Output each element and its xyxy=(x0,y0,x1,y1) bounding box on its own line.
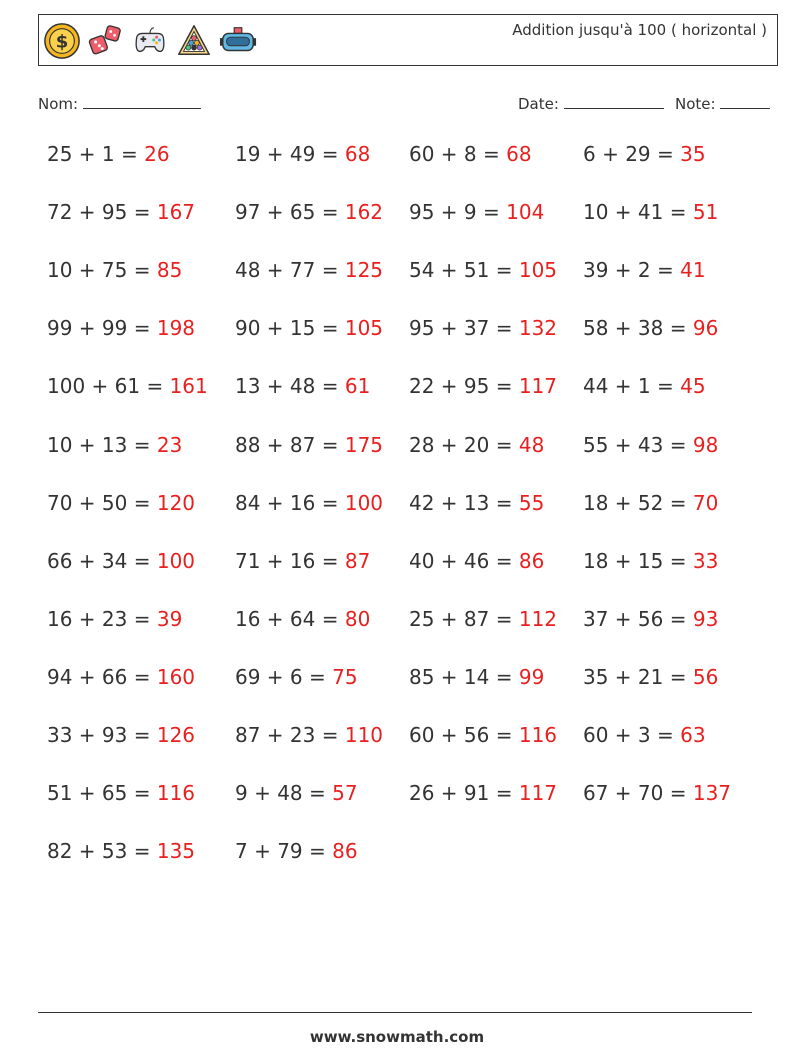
problem-question: 70 + 50 = xyxy=(47,490,157,515)
vr-headset-icon xyxy=(219,22,257,60)
problem-item xyxy=(47,839,195,863)
problem-item xyxy=(235,374,370,398)
problem-item xyxy=(235,433,383,457)
footer-website: www.snowmath.com xyxy=(309,1028,485,1046)
problem-answer: 85 xyxy=(156,258,183,283)
problem-item xyxy=(47,142,170,166)
problem-question: 28 + 20 = xyxy=(409,432,519,457)
problem-question: 44 + 1 = xyxy=(583,374,681,399)
date-label: Date: xyxy=(518,95,559,113)
problem-question: 19 + 49 = xyxy=(235,142,345,166)
problem-answer: 51 xyxy=(692,200,719,225)
problem-question: 26 + 91 = xyxy=(409,781,519,806)
problem-question: 71 + 16 = xyxy=(235,548,345,573)
problem-answer: 104 xyxy=(506,200,545,225)
problem-answer: 48 xyxy=(518,432,545,457)
problem-item xyxy=(47,607,182,631)
svg-text:$: $ xyxy=(55,31,69,53)
problem-item xyxy=(583,607,718,631)
problem-answer: 87 xyxy=(344,548,371,573)
date-line xyxy=(564,94,664,109)
problem-answer: 68 xyxy=(506,142,532,166)
problem-item xyxy=(235,491,383,515)
problem-question: 54 + 51 = xyxy=(409,258,519,283)
problem-item xyxy=(47,374,208,398)
problem-item xyxy=(583,723,706,747)
problem-question: 67 + 70 = xyxy=(583,781,693,806)
problem-question: 9 + 48 = xyxy=(235,781,333,806)
problem-question: 84 + 16 = xyxy=(235,490,345,515)
problem-item xyxy=(409,374,557,398)
problem-item xyxy=(47,781,195,805)
problem-question: 90 + 15 = xyxy=(235,316,345,341)
problem-answer: 93 xyxy=(692,606,719,631)
problem-answer: 63 xyxy=(680,723,706,747)
note-label: Note: xyxy=(675,95,716,113)
problem-item xyxy=(235,549,370,573)
problem-question: 60 + 3 = xyxy=(583,723,681,747)
problem-question: 18 + 52 = xyxy=(583,490,693,515)
worksheet-title: Addition jusqu'à 100 ( horizontal ) xyxy=(512,21,767,39)
problem-answer: 23 xyxy=(156,432,183,457)
problem-answer: 57 xyxy=(332,781,358,806)
problem-item xyxy=(235,200,383,224)
problem-item xyxy=(409,316,557,340)
problem-question: 18 + 15 = xyxy=(583,548,693,573)
problem-question: 25 + 87 = xyxy=(409,606,519,631)
problem-question: 35 + 21 = xyxy=(583,664,693,689)
problem-answer: 70 xyxy=(692,490,719,515)
problem-item xyxy=(47,665,195,689)
problem-answer: 98 xyxy=(692,432,719,457)
problem-item xyxy=(409,665,544,689)
problem-answer: 120 xyxy=(156,490,196,515)
problem-answer: 41 xyxy=(680,258,706,283)
problem-answer: 45 xyxy=(680,374,706,399)
problem-question: 72 + 95 = xyxy=(47,200,157,225)
problem-question: 16 + 64 = xyxy=(235,606,345,631)
problem-item xyxy=(583,142,706,166)
problem-item xyxy=(583,200,718,224)
problem-question: 39 + 2 = xyxy=(583,258,681,283)
problem-question: 10 + 41 = xyxy=(583,200,693,225)
problem-item xyxy=(47,316,195,340)
problem-answer: 39 xyxy=(156,606,183,631)
problem-answer: 55 xyxy=(518,490,545,515)
problem-answer: 110 xyxy=(344,723,384,747)
problem-question: 69 + 6 = xyxy=(235,664,333,689)
problem-question: 55 + 43 = xyxy=(583,432,693,457)
problem-item xyxy=(409,433,544,457)
problem-question: 25 + 1 = xyxy=(47,142,145,166)
problem-question: 10 + 13 = xyxy=(47,432,157,457)
problem-question: 87 + 23 = xyxy=(235,723,345,747)
problem-item xyxy=(47,200,195,224)
worksheet-header xyxy=(38,14,778,66)
problem-answer: 160 xyxy=(156,664,196,689)
problem-answer: 161 xyxy=(169,374,208,399)
problem-answer: 117 xyxy=(518,781,558,806)
problem-item xyxy=(409,549,544,573)
problem-answer: 137 xyxy=(692,781,732,806)
problem-question: 82 + 53 = xyxy=(47,839,157,864)
problem-answer: 126 xyxy=(156,723,196,747)
problem-answer: 116 xyxy=(518,723,558,747)
problem-question: 16 + 23 = xyxy=(47,606,157,631)
problem-question: 95 + 37 = xyxy=(409,316,519,341)
problem-item xyxy=(583,781,731,805)
problem-question: 94 + 66 = xyxy=(47,664,157,689)
name-line xyxy=(83,94,201,109)
problem-item xyxy=(583,374,706,398)
problem-answer: 80 xyxy=(344,606,371,631)
problem-answer: 56 xyxy=(692,664,719,689)
problem-answer: 198 xyxy=(156,316,196,341)
problem-answer: 33 xyxy=(692,548,719,573)
problem-answer: 175 xyxy=(344,432,384,457)
problem-answer: 86 xyxy=(332,839,358,864)
problem-answer: 125 xyxy=(344,258,384,283)
problem-question: 40 + 46 = xyxy=(409,548,519,573)
problem-question: 42 + 13 = xyxy=(409,490,519,515)
problem-question: 60 + 56 = xyxy=(409,723,519,747)
problem-answer: 167 xyxy=(156,200,196,225)
problem-answer: 86 xyxy=(518,548,545,573)
problem-question: 33 + 93 = xyxy=(47,723,157,747)
problem-question: 51 + 65 = xyxy=(47,781,157,806)
problem-question: 99 + 99 = xyxy=(47,316,157,341)
problem-question: 7 + 79 = xyxy=(235,839,333,864)
problem-answer: 68 xyxy=(344,142,371,166)
problem-answer: 100 xyxy=(344,490,384,515)
problem-item xyxy=(409,258,557,282)
problem-item xyxy=(235,316,383,340)
problem-item xyxy=(235,665,358,689)
problem-answer: 35 xyxy=(680,142,706,166)
problem-item xyxy=(409,142,532,166)
problem-item xyxy=(235,839,358,863)
problem-question: 6 + 29 = xyxy=(583,142,681,166)
problem-question: 37 + 56 = xyxy=(583,606,693,631)
problem-item xyxy=(409,607,557,631)
problem-item xyxy=(409,491,544,515)
problem-question: 48 + 77 = xyxy=(235,258,345,283)
problem-answer: 162 xyxy=(344,200,384,225)
problem-question: 22 + 95 = xyxy=(409,374,519,399)
problem-question: 95 + 9 = xyxy=(409,200,507,225)
problem-item xyxy=(235,142,370,166)
dice-icon xyxy=(87,22,125,60)
problem-answer: 112 xyxy=(518,606,558,631)
problem-answer: 96 xyxy=(692,316,719,341)
problem-answer: 105 xyxy=(518,258,558,283)
header-icons xyxy=(43,22,257,62)
name-label: Nom: xyxy=(38,95,79,113)
problem-question: 58 + 38 = xyxy=(583,316,693,341)
problem-item xyxy=(47,723,195,747)
problem-item xyxy=(409,781,557,805)
coin-icon xyxy=(43,22,81,60)
problem-item xyxy=(583,549,718,573)
problem-question: 97 + 65 = xyxy=(235,200,345,225)
problem-answer: 116 xyxy=(156,781,196,806)
problem-answer: 99 xyxy=(518,664,545,689)
problem-item xyxy=(583,433,718,457)
problem-item xyxy=(583,665,718,689)
problem-item xyxy=(409,200,544,224)
problem-item xyxy=(235,781,358,805)
problem-answer: 135 xyxy=(156,839,196,864)
problem-item xyxy=(583,316,718,340)
problem-answer: 61 xyxy=(344,374,371,399)
problem-item xyxy=(47,491,195,515)
problem-answer: 26 xyxy=(144,142,170,166)
problem-item xyxy=(47,549,195,573)
problem-item xyxy=(47,258,182,282)
problem-item xyxy=(583,258,706,282)
problem-item xyxy=(583,491,718,515)
footer-divider xyxy=(38,1012,752,1013)
problem-answer: 132 xyxy=(518,316,558,341)
billiard-rack-icon xyxy=(175,22,213,60)
problem-question: 85 + 14 = xyxy=(409,664,519,689)
problem-item xyxy=(235,607,370,631)
problem-question: 88 + 87 = xyxy=(235,432,345,457)
problem-item xyxy=(235,723,383,747)
problem-answer: 105 xyxy=(344,316,384,341)
problem-item xyxy=(235,258,383,282)
problem-answer: 100 xyxy=(156,548,196,573)
note-line xyxy=(720,94,770,109)
problem-question: 13 + 48 = xyxy=(235,374,345,399)
problem-question: 100 + 61 = xyxy=(47,374,170,399)
gamepad-icon xyxy=(131,22,169,60)
problem-answer: 75 xyxy=(332,664,358,689)
problem-question: 66 + 34 = xyxy=(47,548,157,573)
problem-answer: 117 xyxy=(518,374,558,399)
name-field xyxy=(38,94,201,113)
date-field xyxy=(518,94,664,113)
problem-question: 10 + 75 = xyxy=(47,258,157,283)
problem-item xyxy=(409,723,557,747)
problem-item xyxy=(47,433,182,457)
note-field xyxy=(675,94,770,113)
problem-question: 60 + 8 = xyxy=(409,142,507,166)
